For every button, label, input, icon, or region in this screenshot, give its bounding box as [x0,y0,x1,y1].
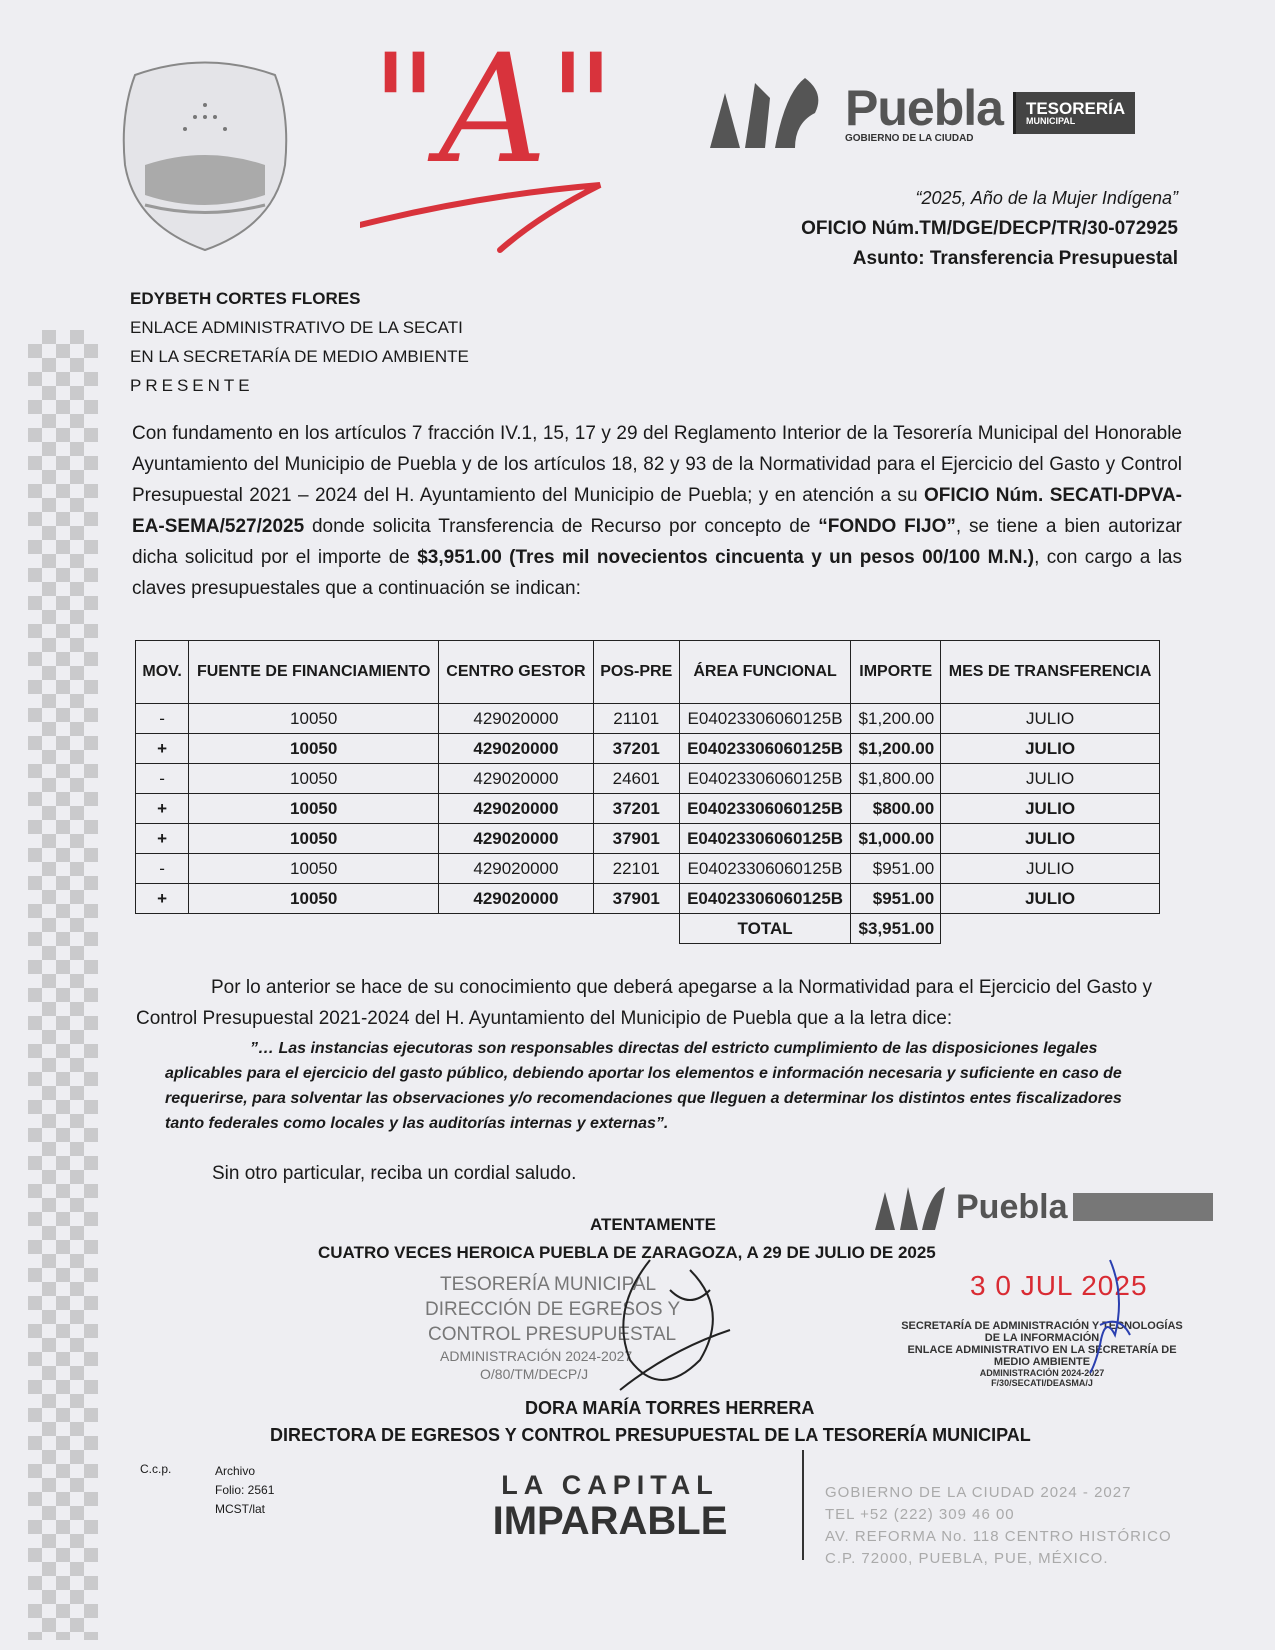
concept: “FONDO FIJO” [818,516,956,537]
logo-subtitle: GOBIERNO DE LA CIUDAD [845,132,974,144]
cell-pospre: 37901 [593,824,679,854]
cell-pospre: 37201 [593,794,679,824]
cell-mes: JULIO [941,884,1160,914]
stamp-line: ADMINISTRACIÓN 2024-2027 [440,1348,633,1364]
slogan-line2: IMPARABLE [492,1499,728,1543]
closing-text: Sin otro particular, reciba un cordial saludo. [212,1163,577,1184]
cell-area: E04023306060125B [679,764,850,794]
empty-cell [439,914,593,944]
cell-centro: 429020000 [439,794,593,824]
footer-address [825,1482,1172,1570]
empty-cell [136,914,189,944]
cell-mov: + [136,824,189,854]
cell-mov: - [136,764,189,794]
year-motto: “2025, Año de la Mujer Indígena” [915,188,1178,208]
stamp-line: MEDIO AMBIENTE [993,1356,1091,1368]
cell-pospre: 37901 [593,884,679,914]
cell-importe: $1,200.00 [851,734,941,764]
normativity-paragraph: Por lo anterior se hace de su conocimiento que deberá apegarse a la Normatividad para el Ejercicio del Gasto y Control Presupuestal 2021-2024 del H. Ayuntamiento del Municipio de Puebla que a la letra dice: [136,977,1153,1029]
cell-area: E04023306060125B [679,854,850,884]
cell-importe: $1,800.00 [851,764,941,794]
cell-importe: $951.00 [851,884,941,914]
cell-area: E04023306060125B [679,824,850,854]
empty-cell [941,914,1160,944]
cell-area: E04023306060125B [679,734,850,764]
cell-importe: $1,000.00 [851,824,941,854]
stamp-line: ADMINISTRACIÓN 2024-2027 [979,1368,1105,1378]
cell-mov: - [136,854,189,884]
place-date: CUATRO VECES HEROICA PUEBLA DE ZARAGOZA, A 29 DE JULIO DE 2025 [318,1243,936,1262]
decorative-border-pattern [28,330,98,1640]
cell-mes: JULIO [941,854,1160,884]
cell-fuente: 10050 [189,794,439,824]
annotation-text: "A" [370,23,617,197]
addressee-block [130,284,469,400]
cell-mes: JULIO [941,794,1160,824]
table-row [136,854,1160,884]
puebla-emblem-icon [870,1182,950,1232]
cell-fuente: 10050 [189,734,439,764]
cell-fuente: 10050 [189,854,439,884]
cell-pospre: 22101 [593,854,679,884]
cell-fuente: 10050 [189,824,439,854]
addressee-presente: PRESENTE [130,376,254,395]
column-header: ÁREA FUNCIONAL [679,641,850,704]
stamp-line: DIRECCIÓN DE EGRESOS Y [425,1299,681,1320]
cell-centro: 429020000 [439,824,593,854]
handwritten-signature [590,1250,740,1410]
column-header: FUENTE DE FINANCIAMIENTO [189,641,439,704]
table-row [136,734,1160,764]
body-paragraph [132,418,1182,604]
address-line: C.P. 72000, PUEBLA, PUE, MÉXICO. [825,1550,1109,1567]
initials: MCST/lat [215,1502,266,1516]
cell-importe: $951.00 [851,854,941,884]
column-header: POS-PRE [593,641,679,704]
footer-divider [802,1450,804,1560]
amount-text: $3,951.00 (Tres mil novecientos cincuenta y un pesos 00/100 M.N.) [417,547,1035,568]
received-date-stamp: 3 0 JUL 2025 [970,1270,1148,1301]
address-line: AV. REFORMA No. 118 CENTRO HISTÓRICO [825,1528,1172,1545]
cell-area: E04023306060125B [679,704,850,734]
stamp-line: DE LA INFORMACIÓN [984,1332,1100,1344]
blue-initials-signature [1080,1255,1140,1375]
cell-centro: 429020000 [439,764,593,794]
cell-importe: $800.00 [851,794,941,824]
signer-title: DIRECTORA DE EGRESOS Y CONTROL PRESUPUESTAL DE LA TESORERÍA MUNICIPAL [270,1425,1031,1445]
empty-cell [189,914,439,944]
logo-tesoreria-text: TESORERÍA [1025,99,1126,118]
text: , con cargo a las claves presupuestales que a continuación se indican: [132,547,1182,599]
annotation-underline [360,25,620,265]
cell-mes: JULIO [941,734,1160,764]
stamp-line: O/80/TM/DECP/J [480,1366,589,1382]
cell-pospre: 24601 [593,764,679,794]
table-row [136,764,1160,794]
logo-wordmark: Puebla [956,1188,1068,1226]
logo-tesoreria-sub: MUNICIPAL [1025,116,1076,126]
cell-fuente: 10050 [189,764,439,794]
address-line: GOBIERNO DE LA CIUDAD 2024 - 2027 [825,1484,1132,1501]
column-header: MES DE TRANSFERENCIA [941,641,1160,704]
ccp-label: C.c.p. [140,1462,172,1476]
cell-pospre: 21101 [593,704,679,734]
city-seal-logo [115,55,295,255]
received-stamp-text [882,1320,1202,1388]
cell-mov: + [136,734,189,764]
column-header: IMPORTE [851,641,941,704]
logo-tesoreria [1013,92,1135,134]
slogan-logo [450,1470,770,1541]
text: donde solicita Transferencia de Recurso por concepto de [304,516,819,537]
text: , se tiene a bien autorizar dicha solicitud por el importe de [132,516,1183,568]
addressee-name: EDYBETH CORTES FLORES [130,289,361,308]
column-header: MOV. [136,641,189,704]
cell-mov: + [136,884,189,914]
stamp-redacted-bar [1073,1193,1213,1221]
stamp-line: ENLACE ADMINISTRATIVO EN LA SECRETARÍA DE [907,1344,1177,1356]
cell-fuente: 10050 [189,704,439,734]
cell-mov: + [136,794,189,824]
cell-area: E04023306060125B [679,884,850,914]
budget-transfer-table [135,640,1160,944]
cell-mes: JULIO [941,764,1160,794]
cell-mes: JULIO [941,824,1160,854]
subject: Asunto: Transferencia Presupuestal [852,248,1178,269]
text: Con fundamento en los artículos 7 fracción IV.1, 15, 17 y 29 del Reglamento Interior de la Tesorería Municipal del Honorable Ayuntamiento del Municipio de Puebla y de los artículos 18, 82 y 93 de la Normatividad para el Ejercicio del Gasto y Control Presupuestal 2021 – 2024 del H. Ayuntamiento del Municipio de Puebla; y en atención a su [132,423,1182,506]
stamp-line: F/30/SECATI/DEASMA/J [991,1378,1093,1388]
table-row [136,884,1160,914]
oficio-number: OFICIO Núm.TM/DGE/DECP/TR/30-072925 [801,218,1178,239]
cell-area: E04023306060125B [679,794,850,824]
reference-oficio: OFICIO Núm. SECATI-DPVA-EA-SEMA/527/2025 [132,485,1183,537]
cell-mes: JULIO [941,704,1160,734]
stamp-line: TESORERÍA MUNICIPAL [440,1274,657,1295]
cell-centro: 429020000 [439,734,593,764]
cell-fuente: 10050 [189,884,439,914]
cell-mov: - [136,704,189,734]
puebla-emblem-icon [705,73,835,153]
puebla-treasury-logo [705,68,1175,158]
total-row [136,914,1160,944]
ccp-archivo: Archivo [215,1464,256,1478]
slogan-line1: LA CAPITAL [501,1470,719,1500]
logo-wordmark: Puebla [845,79,1003,136]
stamp-line: SECRETARÍA DE ADMINISTRACIÓN Y TECNOLOGÍAS [901,1320,1183,1332]
cell-pospre: 37201 [593,734,679,764]
table-row [136,824,1160,854]
table-row [136,794,1160,824]
addressee-line: ENLACE ADMINISTRATIVO DE LA SECATI [130,318,463,337]
cell-centro: 429020000 [439,704,593,734]
atentamente: ATENTAMENTE [590,1215,716,1234]
addressee-line: EN LA SECRETARÍA DE MEDIO AMBIENTE [130,347,469,366]
quoted-regulation: ”… Las instancias ejecutoras son responsables directas del estricto cumplimiento de las disposiciones legales aplicables para el ejercicio del gasto público, debiendo aportar los elementos e información necesaria y suficiente en caso de requerirse, para solventar las observaciones y/o recomendaciones que lleguen a determinar los distintos entes fiscalizadores tanto federales como locales y las auditorías internas y externas”. [165,1040,1122,1132]
total-label: TOTAL [679,914,850,944]
cell-centro: 429020000 [439,884,593,914]
table-row [136,704,1160,734]
cell-centro: 429020000 [439,854,593,884]
stamp-line: CONTROL PRESUPUESTAL [428,1324,677,1345]
column-header: CENTRO GESTOR [439,641,593,704]
signer-name: DORA MARÍA TORRES HERRERA [525,1398,815,1418]
ccp-list [215,1462,274,1519]
phone: TEL +52 (222) 309 46 00 [825,1506,1015,1523]
cell-importe: $1,200.00 [851,704,941,734]
empty-cell [593,914,679,944]
total-value: $3,951.00 [851,914,941,944]
handwritten-annotation-a [360,25,620,265]
folio: Folio: 2561 [215,1483,275,1497]
received-stamp-logo [870,1182,1213,1232]
